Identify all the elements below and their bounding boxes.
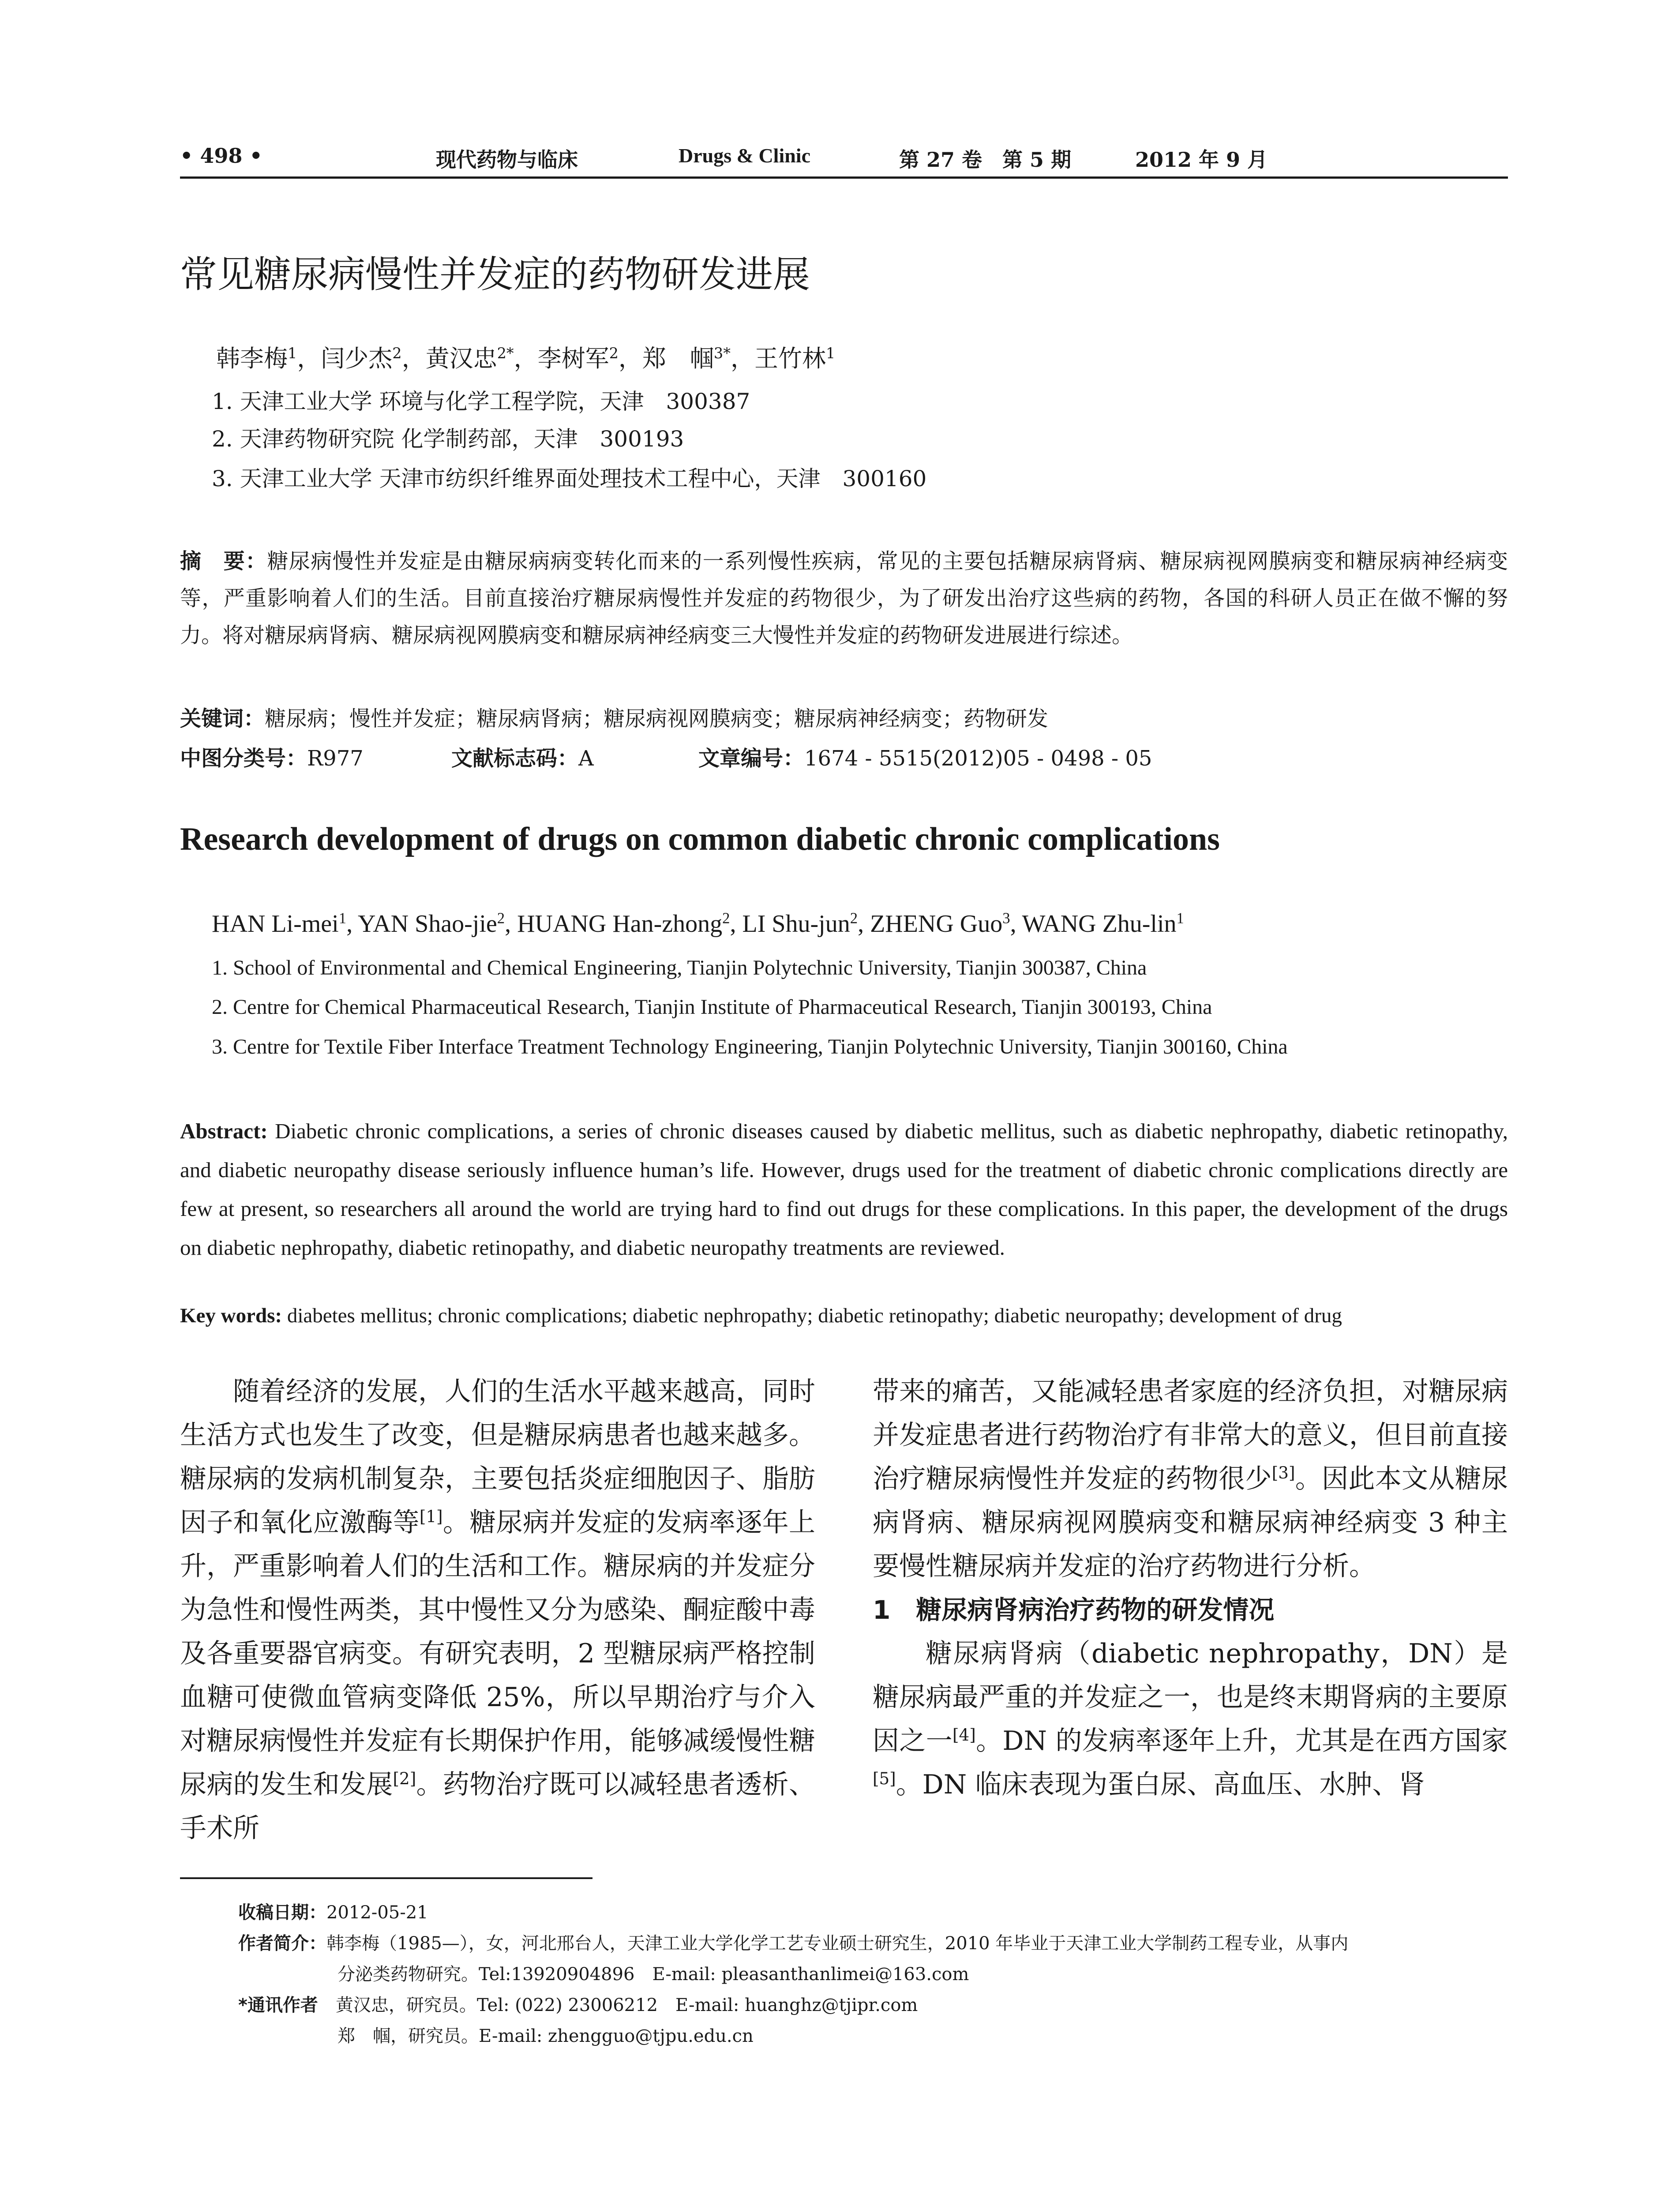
footnote-rule (180, 1877, 592, 1879)
keywords-label-en: Key words: (180, 1304, 282, 1327)
received-label: 收稿日期： (238, 1902, 326, 1923)
author-bio-continued: 分泌类药物研究。Tel:13920904896 E-mail: pleasanthanlimei@163.com (338, 1964, 969, 1985)
abstract-text-cn: 糖尿病慢性并发症是由糖尿病病变转化而来的一系列慢性疾病，常见的主要包括糖尿病肾病、糖尿病视网膜病变和糖尿病神经病变等，严重影响着人们的生活。目前直接治疗糖尿病慢性并发症的药物很少，为了研发出治疗这些病的药物，各国的科研人员正在做不懈的努力。将对糖尿病肾病、糖尿病视网膜病变和糖尿病神经病变三大慢性并发症的药物研发进展进行综述。 (180, 549, 1508, 648)
abstract-cn (180, 543, 1508, 654)
publication-date: 2012 年 9 月 (1135, 148, 1268, 172)
journal-name-en: Drugs & Clinic (679, 144, 810, 167)
abstract-en (180, 1112, 1508, 1267)
affiliation-cn-1: 1. 天津工业大学 环境与化学工程学院，天津 300387 (212, 389, 750, 414)
running-header (180, 140, 1508, 176)
keywords-text-en: diabetes mellitus; chronic complications; diabetic nephropathy; diabetic retinopathy; diabetic neuropathy; development of drug (287, 1304, 1342, 1327)
doc-code-label: 文献标志码： (451, 746, 579, 771)
corresponding-label: *通讯作者 (238, 1995, 318, 2015)
keywords-label-cn: 关键词： (180, 706, 265, 731)
page-title-en: Research development of drugs on common diabetic chronic complications (180, 821, 1220, 857)
abstract-label-en: Abstract: (180, 1119, 268, 1143)
bio-label: 作者简介： (238, 1933, 326, 1954)
corresponding-author-line (238, 1990, 1509, 2021)
clc-value: R977 (307, 746, 364, 771)
body-paragraph: 糖尿病肾病（diabetic nephropathy，DN）是糖尿病最严重的并发症之一，也是终末期肾病的主要原因之一[4]。DN 的发病率逐年上升，尤其是在西方国家[5]。DN 临床表现为蛋白尿、高血压、水肿、肾 (873, 1638, 1508, 1800)
abstract-text-en: Diabetic chronic complications, a series of chronic diseases caused by diabetic mellitus, such as diabetic nephropathy, diabetic retinopathy, and diabetic neuropathy disease seriously influence human’s life. However, drugs used for the treatment of diabetic chronic complications directly are few at present, so researchers all around the world are trying hard to find out drugs for these complications. In this paper, the development of the drugs on diabetic nephropathy, diabetic retinopathy, and diabetic neuropathy treatments are reviewed. (180, 1119, 1508, 1260)
page-title-cn: 常见糖尿病慢性并发症的药物研发进展 (180, 253, 810, 296)
keywords-en (180, 1304, 1508, 1328)
clc-label: 中图分类号： (180, 746, 308, 771)
author-list-en: HAN Li-mei$^1$, YAN Shao-jie$^2$, HUANG Han-zhong$^2$, LI Shu-jun$^2$, ZHENG Guo$^3$, WANG Zhu-lin$^1$ (212, 909, 1184, 938)
corresponding-author-1: 黄汉忠，研究员。Tel: (022) 23006212 E-mail: huanghz@tjipr.com (335, 1995, 918, 2015)
section-heading: 1 糖尿病肾病治疗药物的研发情况 (873, 1595, 1275, 1625)
affiliation-en-2: 2. Centre for Chemical Pharmaceutical Research, Tianjin Institute of Pharmaceutical Research, Tianjin 300193, China (212, 995, 1212, 1019)
article-no-label: 文章编号： (698, 746, 805, 771)
footnotes (238, 1897, 1509, 2052)
keywords-text-cn: 糖尿病；慢性并发症；糖尿病肾病；糖尿病视网膜病变；糖尿病神经病变；药物研发 (265, 706, 1049, 731)
author-bio-line (238, 1928, 1509, 1959)
author-list-cn: 韩李梅$^1$，闫少杰$^2$，黄汉忠$^{2*}$，李树军$^2$，郑 帼$^{3*}$，王竹林$^1$ (216, 345, 836, 372)
doc-code-value: A (578, 746, 594, 771)
keywords-cn (180, 702, 1508, 732)
body-paragraph: 随着经济的发展，人们的生活水平越来越高，同时生活方式也发生了改变，但是糖尿病患者也越来越多。糖尿病的发病机制复杂，主要包括炎症细胞因子、脂肪因子和氧化应激酶等[1]。糖尿病并发症的发病率逐年上升，严重影响着人们的生活和工作。糖尿病的并发症分为急性和慢性两类，其中慢性又分为感染、酮症酸中毒及各重要器官病变。有研究表明，2 型糖尿病严格控制血糖可使微血管病变降低 25%，所以早期治疗与介入对糖尿病慢性并发症有长期保护作用，能够减缓慢性糖尿病的发生和发展[2]。药物治疗既可以减轻患者透析、手术所 (180, 1376, 816, 1844)
body-paragraph: 带来的痛苦，又能减轻患者家庭的经济负担，对糖尿病并发症患者进行药物治疗有非常大的意义，但目前直接治疗糖尿病慢性并发症的药物很少[3]。因此本文从糖尿病肾病、糖尿病视网膜病变和糖尿病神经病变 3 种主要慢性糖尿病并发症的治疗药物进行分析。 (873, 1376, 1508, 1582)
page-number: • 498 • (180, 144, 262, 168)
journal-name-cn: 现代药物与临床 (436, 148, 578, 172)
affiliation-cn-2: 2. 天津药物研究院 化学制药部，天津 300193 (212, 426, 684, 452)
affiliation-en-1: 1. School of Environmental and Chemical Engineering, Tianjin Polytechnic University, Tianjin 300387, China (212, 956, 1147, 979)
abstract-label-cn: 摘 要： (180, 549, 267, 574)
received-date: 2012-05-21 (326, 1902, 428, 1923)
volume-issue: 第 27 卷 第 5 期 (899, 148, 1072, 172)
received-date-line (238, 1897, 1509, 1928)
body-column-right (873, 1370, 1508, 1807)
affiliation-cn-3: 3. 天津工业大学 天津市纺织纤维界面处理技术工程中心，天津 300160 (212, 466, 927, 491)
corresponding-author-2: 郑 帼，研究员。E-mail: zhengguo@tjpu.edu.cn (338, 2026, 754, 2046)
affiliation-en-3: 3. Centre for Textile Fiber Interface Treatment Technology Engineering, Tianjin Polytechnic University, Tianjin 300160, China (212, 1035, 1288, 1058)
classification-line (180, 741, 1508, 771)
article-no-value: 1674 - 5515(2012)05 - 0498 - 05 (804, 746, 1152, 771)
bio-text: 韩李梅（1985—），女，河北邢台人，天津工业大学化学工艺专业硕士研究生，2010 年毕业于天津工业大学制药工程专业，从事内 (326, 1933, 1349, 1954)
header-rule (180, 176, 1508, 179)
body-column-left (180, 1370, 815, 1850)
